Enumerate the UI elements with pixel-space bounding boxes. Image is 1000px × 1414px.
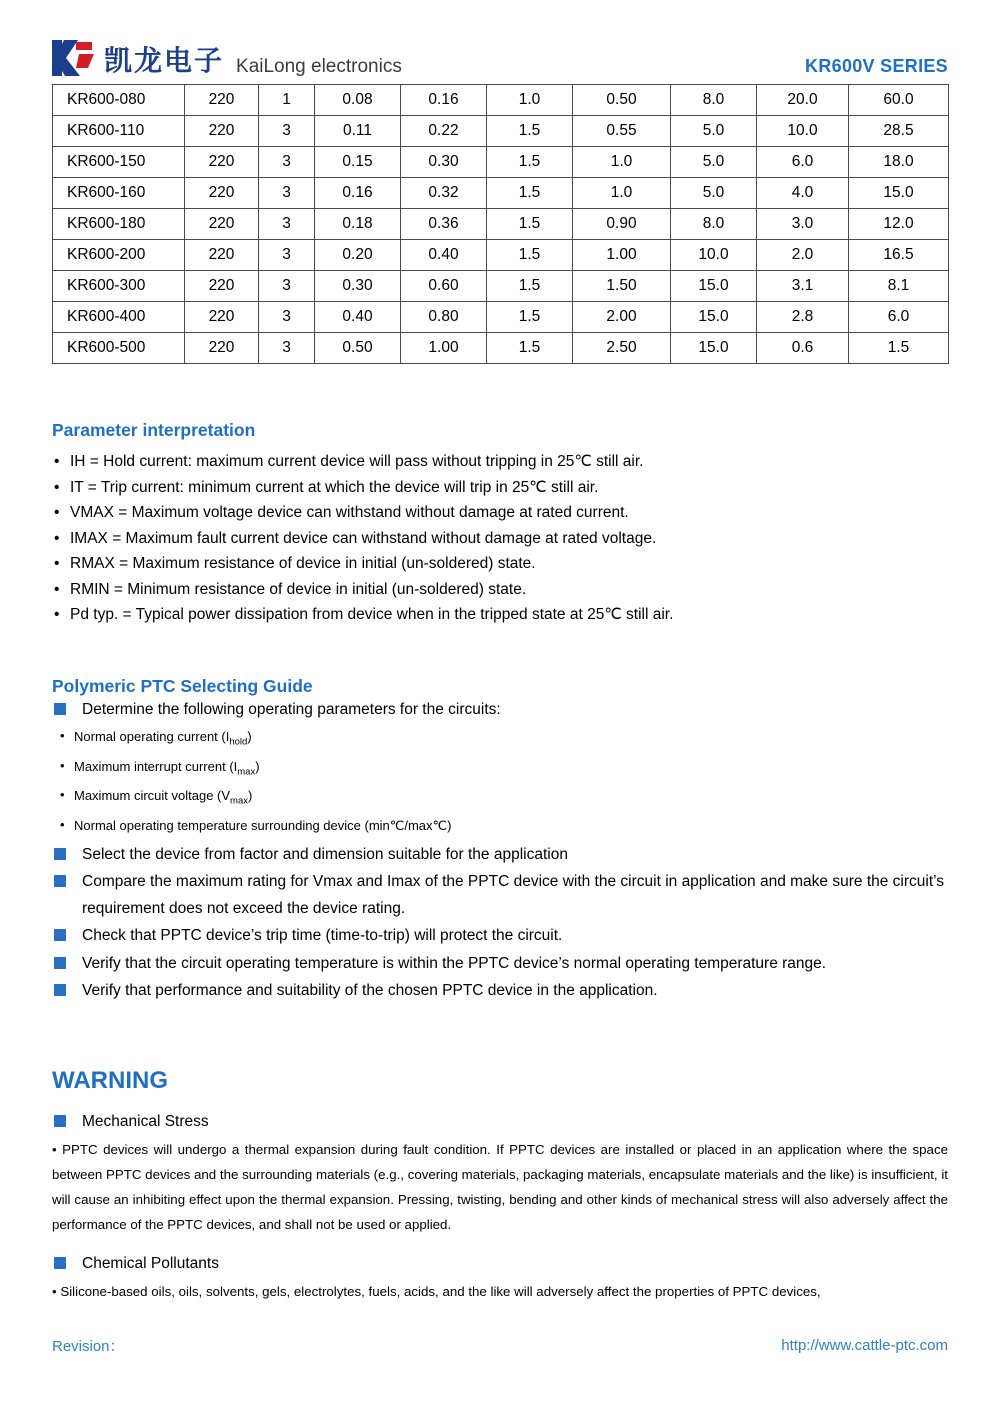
table-cell: 220	[185, 147, 259, 178]
guide-item-2	[52, 842, 948, 869]
square-bullet-icon	[54, 875, 66, 887]
table-cell: 1.00	[573, 240, 671, 271]
brand-name-en: KaiLong electronics	[236, 56, 402, 77]
page-header	[52, 0, 948, 78]
table-cell: 1.5	[487, 240, 573, 271]
table-cell: 0.60	[401, 271, 487, 302]
website-link[interactable]: http://www.cattle-ptc.com	[781, 1337, 948, 1354]
dot-bullet-icon: •	[60, 816, 65, 832]
table-cell: 10.0	[671, 240, 757, 271]
table-cell: 12.0	[849, 209, 949, 240]
warning-title: WARNING	[52, 1066, 168, 1094]
guide-item-4	[52, 923, 948, 950]
table-cell: 220	[185, 271, 259, 302]
table-cell: 1	[259, 85, 315, 116]
square-bullet-icon	[54, 984, 66, 996]
warning-head-1-text: Mechanical Stress	[82, 1112, 209, 1130]
table-cell: 1.0	[487, 85, 573, 116]
table-cell-model: KR600-500	[53, 333, 185, 364]
table-row	[53, 333, 949, 364]
table-cell-model: KR600-110	[53, 116, 185, 147]
table-cell: 220	[185, 209, 259, 240]
table-cell: 1.5	[487, 178, 573, 209]
table-row	[53, 209, 949, 240]
table-cell: 1.00	[401, 333, 487, 364]
table-cell-model: KR600-300	[53, 271, 185, 302]
dot-bullet-icon: •	[54, 504, 60, 521]
table-cell: 5.0	[671, 116, 757, 147]
table-cell: 28.5	[849, 116, 949, 147]
table-cell: 1.5	[487, 147, 573, 178]
guide-item-5-text: Verify that the circuit operating temperature is within the PPTC device’s normal operating temperature range.	[82, 954, 827, 972]
guide-sub-item: • Maximum circuit voltage $(V_{max})$	[52, 784, 948, 814]
table-cell: 2.50	[573, 333, 671, 364]
parameter-interpretation-title: Parameter interpretation	[52, 420, 256, 440]
guide-item-4-text: Check that PPTC device’s trip time (time-to-trip) will protect the circuit.	[82, 927, 563, 945]
table-cell: 220	[185, 178, 259, 209]
square-bullet-icon	[54, 1115, 66, 1127]
parameter-item-text: RMIN = Minimum resistance of device in initial (un-soldered) state.	[70, 580, 527, 598]
table-cell: 0.6	[757, 333, 849, 364]
dot-bullet-icon: •	[54, 606, 60, 623]
table-cell: 3	[259, 271, 315, 302]
parameter-item-text: IT = Trip current: minimum current at which the device will trip in 25℃ still air.	[70, 478, 599, 496]
page-footer	[52, 1335, 948, 1356]
warning-body-1: • PPTC devices will undergo a thermal expansion during fault condition. If PPTC devices are installed or placed in an application where the space between PPTC devices and the surrounding materials (e.g., covering materials, packaging materials, encapsulate materials and the like) is insufficient, it will cause an inhibiting effect upon the thermal expansion. Pressing, twisting, bending and other kinds of mechanical stress will also adversely affect the performance of the PPTC devices, and shall not be used or applied.	[52, 1141, 948, 1232]
table-cell: 0.15	[315, 147, 401, 178]
parameter-item-text: IH = Hold current: maximum current device will pass without tripping in 25℃ still air.	[70, 453, 644, 470]
table-cell: 3	[259, 333, 315, 364]
table-cell: 0.11	[315, 116, 401, 147]
table-cell: 0.36	[401, 209, 487, 240]
table-cell: 3	[259, 147, 315, 178]
table-cell: 0.55	[573, 116, 671, 147]
table-cell: 0.20	[315, 240, 401, 271]
parameter-item	[52, 577, 948, 603]
guide-item-3	[52, 869, 948, 922]
dot-bullet-icon: •	[60, 728, 65, 743]
table-cell: 6.0	[849, 302, 949, 333]
table-row	[53, 302, 949, 333]
table-cell: 1.5	[487, 209, 573, 240]
table-cell: 16.5	[849, 240, 949, 271]
table-cell: 15.0	[671, 271, 757, 302]
table-cell: 15.0	[849, 178, 949, 209]
dot-bullet-icon: •	[60, 757, 65, 773]
table-cell: 3	[259, 116, 315, 147]
guide-sub-item: • Normal operating current $(I_{hold})$	[52, 725, 948, 755]
table-cell: 0.80	[401, 302, 487, 333]
parameter-item-text: RMAX = Maximum resistance of device in initial (un-soldered) state.	[70, 555, 536, 572]
table-cell: 2.0	[757, 240, 849, 271]
table-cell: 1.5	[849, 333, 949, 364]
guide-item-1-text: Determine the following operating parameters for the circuits:	[82, 700, 501, 718]
table-cell: 0.30	[315, 271, 401, 302]
section-warning	[52, 1067, 948, 1304]
table-cell: 1.5	[487, 333, 573, 364]
table-row	[53, 178, 949, 209]
table-cell: 3.0	[757, 209, 849, 240]
table-cell: 15.0	[671, 333, 757, 364]
guide-item-6-text: Verify that performance and suitability of the chosen PPTC device in the application.	[82, 982, 658, 1000]
section-parameter-interpretation	[52, 420, 948, 628]
parameter-item	[52, 526, 948, 552]
table-cell: 6.0	[757, 147, 849, 178]
square-bullet-icon	[54, 929, 66, 941]
guide-item-5	[52, 951, 948, 978]
table-cell: 8.1	[849, 271, 949, 302]
table-cell-model: KR600-150	[53, 147, 185, 178]
table-row	[53, 271, 949, 302]
table-cell: 10.0	[757, 116, 849, 147]
table-cell: 0.40	[315, 302, 401, 333]
table-cell: 5.0	[671, 147, 757, 178]
square-bullet-icon	[54, 957, 66, 969]
table-cell: 0.16	[401, 85, 487, 116]
parameter-item-text: VMAX = Maximum voltage device can withstand without damage at rated current.	[70, 504, 629, 521]
table-cell: 18.0	[849, 147, 949, 178]
table-cell: 0.40	[401, 240, 487, 271]
parameter-interpretation-list	[52, 449, 948, 628]
table-cell: 0.50	[573, 85, 671, 116]
table-cell: 1.50	[573, 271, 671, 302]
table-cell: 0.32	[401, 178, 487, 209]
parameter-item-text: Pd typ. = Typical power dissipation from device when in the tripped state at 25℃ still air.	[70, 606, 674, 623]
table-cell: 1.5	[487, 271, 573, 302]
dot-bullet-icon: •	[54, 555, 60, 572]
table-cell: 2.8	[757, 302, 849, 333]
guide-sub-list	[52, 725, 948, 838]
table-cell: 0.16	[315, 178, 401, 209]
table-cell: 3	[259, 209, 315, 240]
table-cell-model: KR600-180	[53, 209, 185, 240]
parameter-item	[52, 551, 948, 577]
table-cell: 3	[259, 302, 315, 333]
square-bullet-icon	[54, 1257, 66, 1269]
table-cell: 0.90	[573, 209, 671, 240]
table-cell: 20.0	[757, 85, 849, 116]
table-cell: 3	[259, 178, 315, 209]
table-cell: 60.0	[849, 85, 949, 116]
table-cell: 4.0	[757, 178, 849, 209]
section-selecting-guide	[52, 676, 948, 1005]
table-cell: 1.5	[487, 302, 573, 333]
guide-item-1	[52, 697, 948, 724]
table-cell: 0.08	[315, 85, 401, 116]
table-cell: 220	[185, 302, 259, 333]
guide-item-2-text: Select the device from factor and dimension suitable for the application	[82, 845, 568, 863]
warning-head-chemical-pollutants	[52, 1251, 948, 1277]
guide-sub-item: • Maximum interrupt current $(I_{max})$	[52, 755, 948, 785]
table-cell-model: KR600-160	[53, 178, 185, 209]
series-title: KR600V SERIES	[805, 56, 948, 76]
table-cell: 1.0	[573, 178, 671, 209]
guide-item-6	[52, 978, 948, 1005]
parameter-item-text: IMAX = Maximum fault current device can withstand without damage at rated voltage.	[70, 529, 657, 547]
table-cell-model: KR600-080	[53, 85, 185, 116]
table-row	[53, 147, 949, 178]
spec-table	[52, 84, 949, 364]
dot-bullet-icon: •	[54, 478, 60, 496]
kailong-k-logo-icon	[52, 38, 96, 78]
selecting-guide-title: Polymeric PTC Selecting Guide	[52, 675, 313, 696]
dot-bullet-icon: •	[54, 453, 60, 470]
table-cell: 0.30	[401, 147, 487, 178]
table-cell: 0.18	[315, 209, 401, 240]
table-cell-model: KR600-200	[53, 240, 185, 271]
table-cell: 0.50	[315, 333, 401, 364]
table-cell: 5.0	[671, 178, 757, 209]
dot-bullet-icon: •	[60, 787, 65, 803]
dot-bullet-icon: •	[54, 580, 60, 598]
brand-name-cn: 凯龙电子	[104, 44, 225, 77]
square-bullet-icon	[54, 848, 66, 860]
table-cell: 220	[185, 85, 259, 116]
table-cell: 3.1	[757, 271, 849, 302]
square-bullet-icon	[54, 703, 66, 715]
table-row	[53, 85, 949, 116]
table-cell: 220	[185, 116, 259, 147]
table-cell: 1.5	[487, 116, 573, 147]
parameter-item	[52, 449, 948, 475]
table-cell: 15.0	[671, 302, 757, 333]
parameter-item	[52, 475, 948, 501]
guide-sub-item: • Normal operating temperature surrounding device (min℃/max℃)	[52, 814, 948, 838]
warning-head-mechanical-stress	[52, 1109, 948, 1135]
parameter-item	[52, 602, 948, 628]
table-cell-model: KR600-400	[53, 302, 185, 333]
table-cell: 220	[185, 240, 259, 271]
revision-label: Revision：	[52, 1338, 125, 1355]
table-cell: 3	[259, 240, 315, 271]
table-cell: 1.0	[573, 147, 671, 178]
parameter-item	[52, 500, 948, 526]
table-cell: 8.0	[671, 85, 757, 116]
guide-item-3-text: Compare the maximum rating for Vmax and Imax of the PPTC device with the circuit in application and make sure the circuit’s requirement does not exceed the device rating.	[82, 873, 945, 917]
spec-table-body	[53, 85, 949, 364]
warning-body-2: • Silicone-based oils, oils, solvents, gels, electrolytes, fuels, acids, and the like will adversely affect the properties of PPTC devices,	[52, 1283, 821, 1299]
brand-logo	[52, 38, 402, 78]
table-row	[53, 116, 949, 147]
table-cell: 2.00	[573, 302, 671, 333]
table-cell: 0.22	[401, 116, 487, 147]
table-cell: 8.0	[671, 209, 757, 240]
table-row	[53, 240, 949, 271]
table-cell: 220	[185, 333, 259, 364]
dot-bullet-icon: •	[54, 529, 60, 547]
warning-head-2-text: Chemical Pollutants	[82, 1254, 219, 1272]
